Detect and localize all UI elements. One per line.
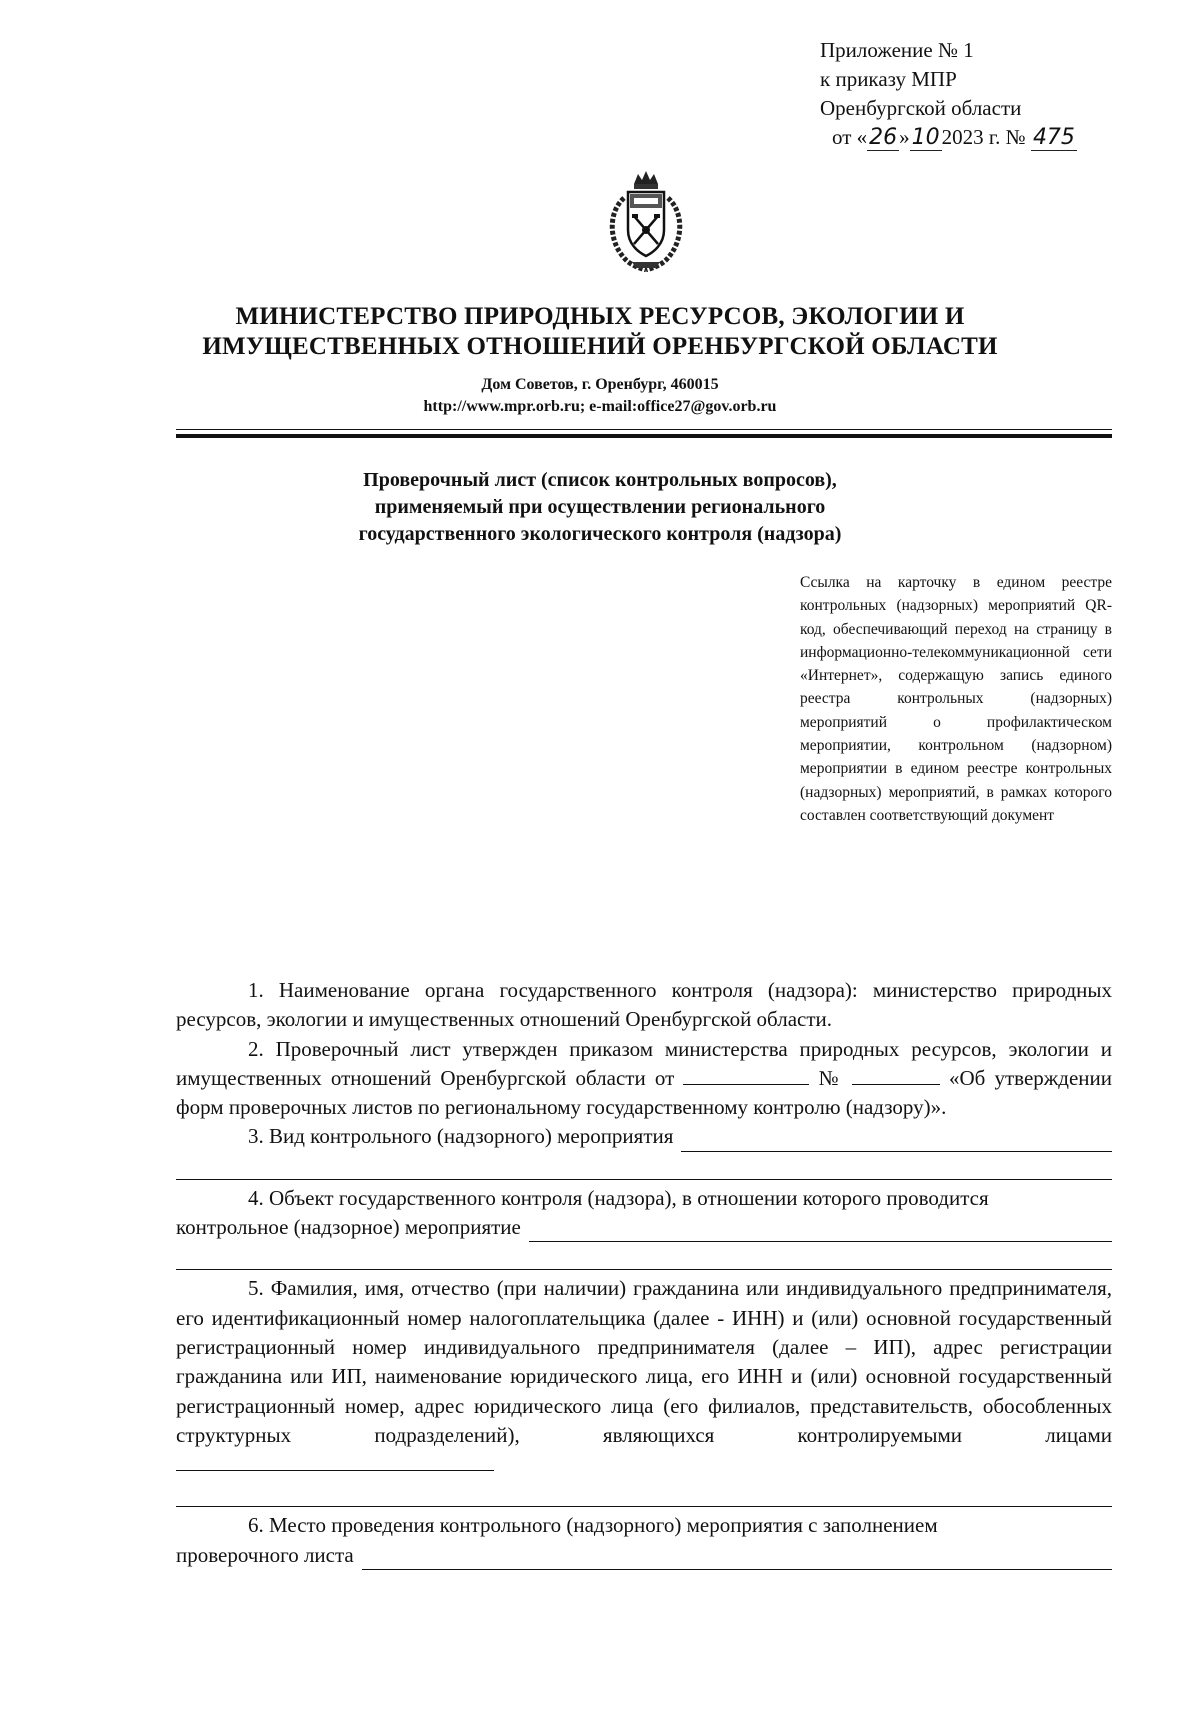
appendix-line-3: Оренбургской области [820, 96, 1022, 120]
event-place-field[interactable] [362, 1549, 1112, 1570]
controlled-persons-field[interactable] [176, 1450, 494, 1471]
title-line-3: государственного экологического контроля (надзора) [358, 523, 842, 545]
coat-of-arms-icon [604, 168, 688, 272]
ministry-name-line-2: ИМУЩЕСТВЕННЫХ ОТНОШЕНИЙ ОРЕНБУРГСКОЙ ОБЛАСТИ [202, 333, 998, 360]
date-year: 2023 г. № [941, 125, 1026, 149]
title-line-1: Проверочный лист (список контрольных вопросов), [363, 469, 837, 491]
item-5-text: 5. Фамилия, имя, отчество (при наличии) гражданина или индивидуального предпринимателя, его идентификационный номер налогоплательщика (далее - ИНН) и (или) основной государственный регистрационный номер индивидуального предпринимателя (далее – ИП), адрес регистрации гражданина или ИП, наименование юридического лица, его ИНН и (или) основной государственный регистрационный номер, адрес юридического лица (его филиалов, представительств, обособленных структурных подразделений), являющихся контролируемыми лицами [176, 1276, 1112, 1447]
ministry-address: Дом Советов, г. Оренбург, 460015 [481, 376, 719, 393]
item-4 [176, 1184, 1112, 1243]
document-title [0, 467, 1200, 548]
order-date-field[interactable] [683, 1064, 809, 1085]
header-divider-thin [176, 429, 1112, 430]
handwritten-number: 475 [1032, 125, 1075, 150]
item-6-text: 6. Место проведения контрольного (надзорного) мероприятия с заполнением [248, 1513, 938, 1538]
item-6-text-cont: проверочного листа [176, 1542, 354, 1567]
item-5 [176, 1274, 1112, 1479]
date-prefix: от « [832, 125, 868, 149]
ministry-contacts: http://www.mpr.orb.ru; e-mail:office27@gov.orb.ru [423, 398, 777, 415]
item-6 [176, 1511, 1112, 1570]
handwritten-day: 26 [869, 125, 898, 150]
appendix-date-line [832, 123, 1077, 152]
control-object-field-line-2[interactable] [176, 1242, 1112, 1270]
item-1: 1. Наименование органа государственного контроля (надзора): министерство природных ресурсов, экологии и имущественных отношений Оренбургской области. [176, 978, 1112, 1032]
ministry-name-line-1: МИНИСТЕРСТВО ПРИРОДНЫХ РЕСУРСОВ, ЭКОЛОГИИ И [235, 303, 965, 330]
checklist-body [176, 976, 1112, 1570]
appendix-block [820, 36, 1077, 152]
qr-code-note: Ссылка на карточку в едином реестре контрольных (надзорных) мероприятий QR-код, обеспечивающий переход на страницу в информационно-телекоммуникационной сети «Интернет», содержащую запись единого реестра контрольных (надзорных) мероприятий о профилактическом мероприятии, контрольном (надзорном) мероприятии в едином реестре контрольных (надзорных) мероприятий, в рамках которого составлен соответствующий документ [800, 574, 1112, 824]
item-2 [176, 1035, 1112, 1123]
appendix-line-2: к приказу МПР [820, 67, 957, 91]
item-2-text: 2. Проверочный лист утвержден приказом министерства природных ресурсов, экологии и имущественных отношений Оренбургской области от [176, 1036, 1112, 1090]
controlled-persons-field-line-2[interactable] [176, 1479, 1112, 1507]
item-4-text: 4. Объект государственного контроля (надзора), в отношении которого проводится [248, 1185, 989, 1210]
event-type-field-line-2[interactable] [176, 1152, 1112, 1180]
item-3 [176, 1122, 1112, 1151]
order-number-field[interactable] [852, 1064, 940, 1085]
title-line-2: применяемый при осуществлении регионального [374, 496, 826, 518]
event-type-field[interactable] [681, 1131, 1112, 1152]
handwritten-month: 10 [911, 125, 940, 150]
header-divider-thick [176, 434, 1112, 438]
date-sep: » [899, 125, 910, 149]
item-3-text: 3. Вид контрольного (надзорного) мероприятия [248, 1124, 674, 1149]
item-2-order-title: «Об утверждении форм проверочных листов по региональному государственному контролю (надзору)». [176, 1065, 1112, 1120]
appendix-line-1: Приложение № 1 [820, 38, 974, 62]
order-number-sign: № [818, 1065, 843, 1090]
item-4-text-cont: контрольное (надзорное) мероприятие [176, 1215, 521, 1240]
control-object-field[interactable] [529, 1221, 1112, 1242]
